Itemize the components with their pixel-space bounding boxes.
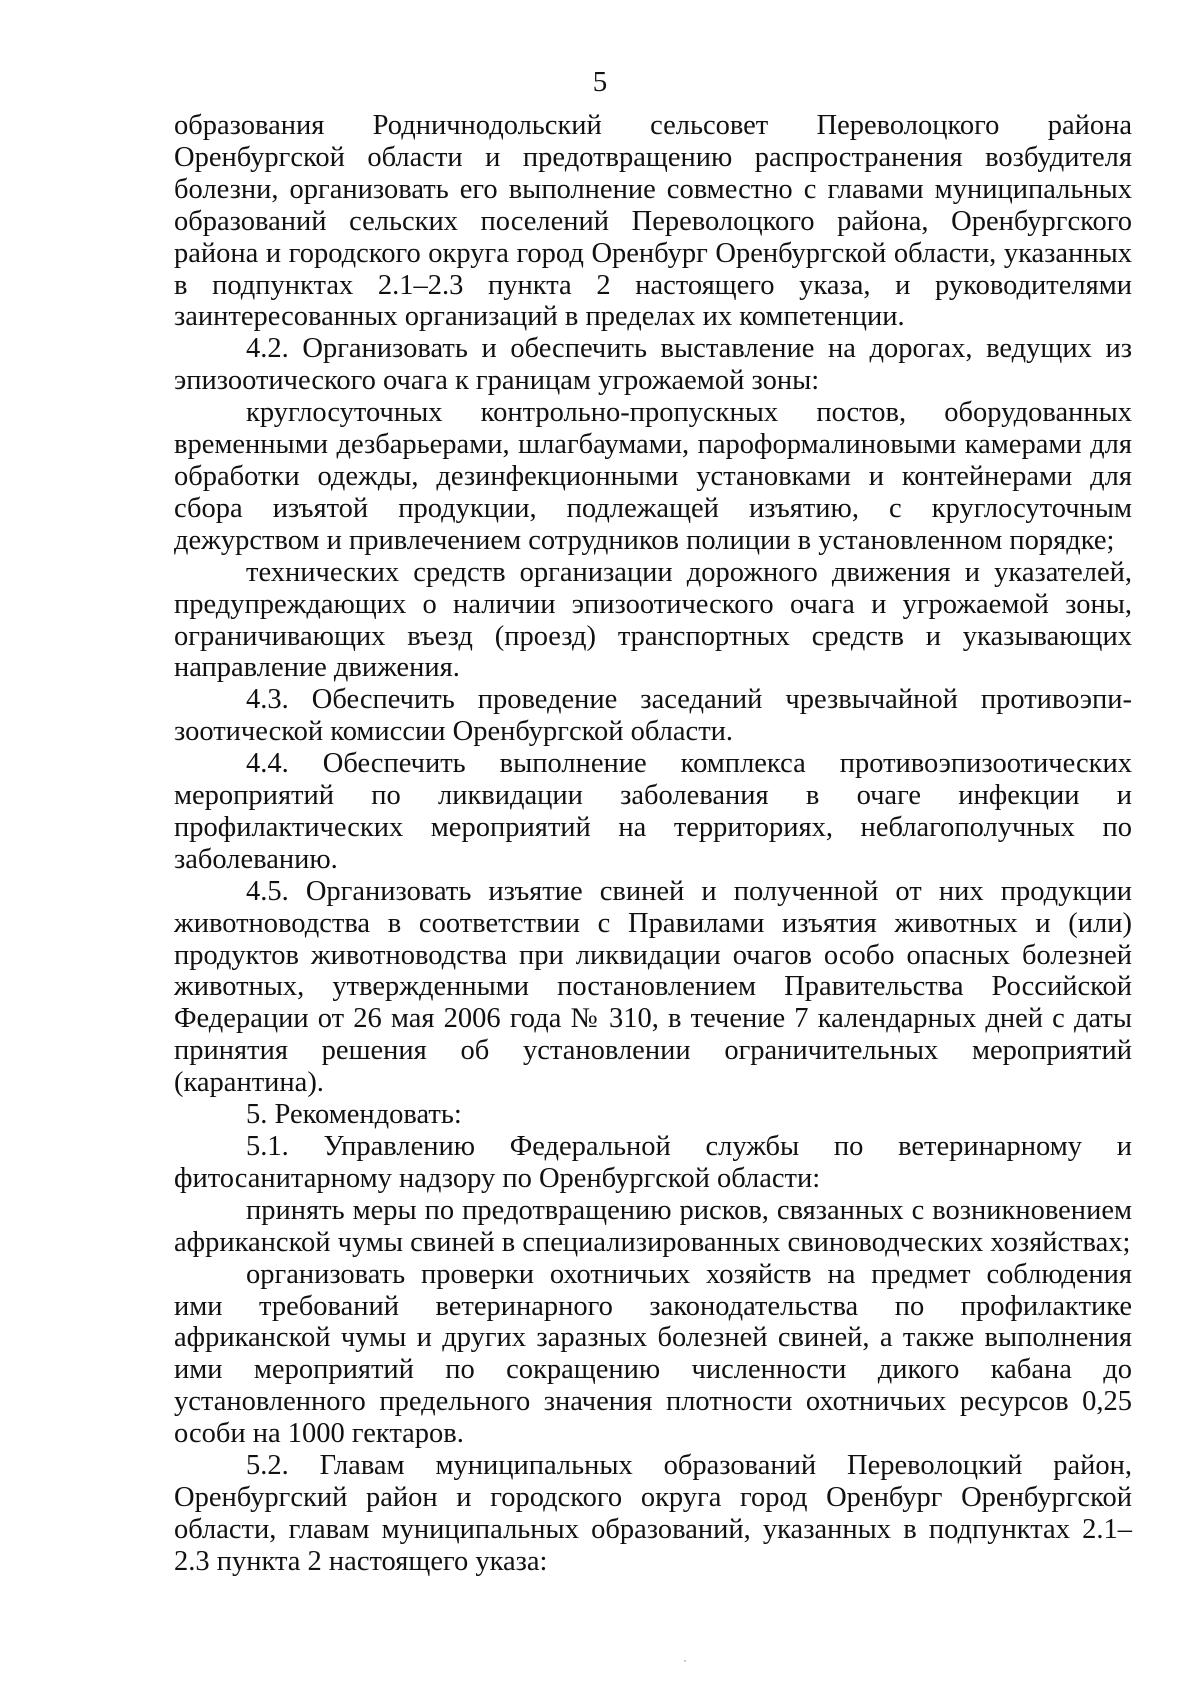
document-body <box>174 110 1132 1578</box>
paragraph-traffic-means: технических средств организации дорожного движения и указателей, предупреждающих о наличии эпизоотического очага и угрожаемой зоны, ограничивающих въезд (проезд) транспортных средств и указывающих направление движения. <box>174 556 1132 684</box>
paragraph-risk-measures: принять меры по предотвращению рисков, связанных с возникновением африканской чумы свиней в специализированных свиноводческих хозяйствах; <box>174 1194 1132 1258</box>
paragraph-5-2: 5.2. Главам муниципальных образований Переволоцкий район, Оренбургский район и городского округа город Оренбург Оренбургской области, главам муниципальных образований, указанных в подпунктах 2.1–2.3 пункта 2 настоящего указа: <box>174 1450 1132 1577</box>
paragraph-4-3: 4.3. Обеспечить проведение заседаний чрезвычайной противоэпи-зоотической комиссии Оренбургской области. <box>174 684 1132 748</box>
scan-speck <box>684 1660 686 1662</box>
paragraph-5: 5. Рекомендовать: <box>246 1099 462 1131</box>
paragraph-checkpoints: круглосуточных контрольно-пропускных постов, оборудованных временными дезбарьерами, шлагбаумами, пароформалиновыми камерами для обработки одежды, дезинфекционными установками и контейнерами для сбора изъятой продукции, подлежащей изъятию, с круглосуточным дежурством и привлечением сотрудников полиции в установленном порядке; <box>174 397 1132 556</box>
paragraph-4-4: 4.4. Обеспечить выполнение комплекса противоэпизоотических мероприятий по ликвидации заболевания в очаге инфекции и профилактических мероприятий на территориях, неблагополучных по заболеванию. <box>174 748 1132 875</box>
paragraph-4-5: 4.5. Организовать изъятие свиней и полученной от них продукции животноводства в соответствии с Правилами изъятия животных и (или) продуктов животноводства при ликвидации очагов особо опасных болезней животных, утвержденными постановлением Правительства Российской Федерации от 26 мая 2006 года № 310, в течение 7 календарных дней с даты принятия решения об установлении ограничительных мероприятий (карантина). <box>174 875 1132 1099</box>
paragraph-hunting-inspections: организовать проверки охотничьих хозяйств на предмет соблюдения ими требований ветеринарного законодательства по профилактике африканской чумы и других заразных болезней свиней, а также выполнения ими мероприятий по сокращению численности дикого кабана до установленного предельного значения плотности охотничьих ресурсов 0,25 особи на 1000 гектаров. <box>174 1258 1132 1450</box>
paragraph-4-2: 4.2. Организовать и обеспечить выставление на дорогах, ведущих из эпизоотического очага к границам угрожаемой зоны: <box>174 333 1132 397</box>
paragraph-continuation: образования Родничнодольский сельсовет Переволоцкого района Оренбургской области и предотвращению распространения возбудителя болезни, организовать его выполнение совместно с главами муниципальных образований сельских поселений Переволоцкого района, Оренбургского района и городского округа город Оренбург Оренбургской области, указанных в подпунктах 2.1–2.3 пункта 2 настоящего указа, и руководителями заинтересованных организаций в пределах их компетенции. <box>174 110 1132 333</box>
page-number: 5 <box>592 66 608 98</box>
paragraph-5-1: 5.1. Управлению Федеральной службы по ветеринарному и фитосанитарному надзору по Оренбургской области: <box>174 1131 1132 1194</box>
